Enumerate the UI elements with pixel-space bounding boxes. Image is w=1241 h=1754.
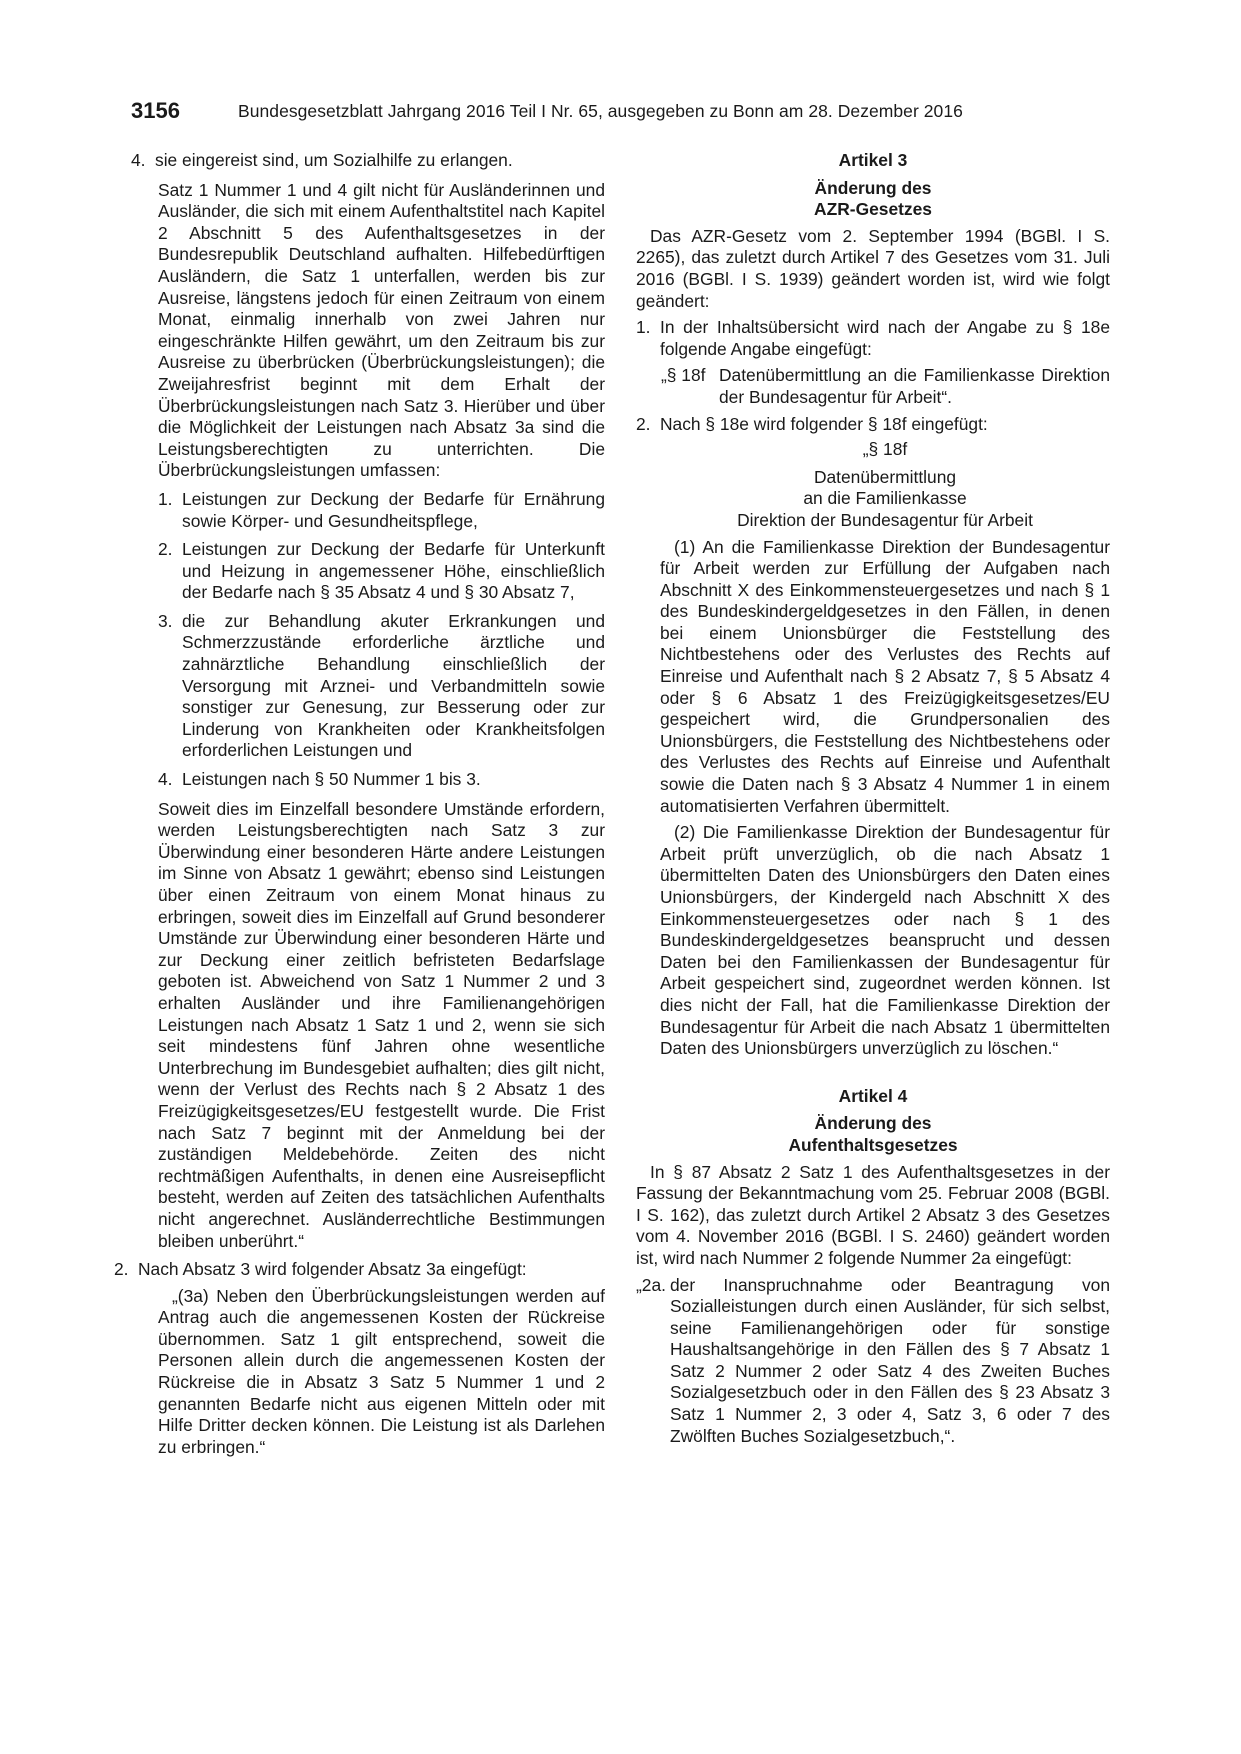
list-text: Leistungen zur Deckung der Bedarfe für Unterkunft und Heizung in angemessener Höhe, einschließlich der Bedarfe nach § 35 Absatz 4 und § 30 Absatz 7,: [182, 539, 605, 603]
list-item: [636, 414, 1110, 436]
paragraph: (1) An die Familienkasse Direktion der Bundesagentur für Arbeit werden zur Erfüllung der Aufgaben nach Abschnitt X des Einkommensteuergesetzes und nach § 1 des Bundeskindergeldgesetzes in den Fällen, in denen bei einem Unionsbürger die Feststellung des Nichtbestehens oder des Verlustes des Rechts auf Einreise und Aufenthalt nach § 2 Absatz 7, § 5 Absatz 4 oder § 6 Absatz 1 des Freizügigkeitsgesetzes/EU gespeichert wird, die Grundpersonalien des Unionsbürgers, die Feststellung des Nichtbestehens oder des Verlustes des Rechts auf Einreise und Aufenthalt sowie die Daten nach § 3 Absatz 4 Nummer 1 in einem automatisierten Verfahren übermittelt.: [660, 536, 1110, 816]
article-title: Artikel 3: [838, 150, 908, 170]
article-subtitle: Änderung des: [814, 177, 932, 198]
paragraph: (2) Die Familienkasse Direktion der Bundesagentur für Arbeit prüft unverzüglich, ob die nach Absatz 1 übermittelten Daten des Unionsbürgers den Daten eines Unionsbürgers, der Kindergeld nach Abschnitt X des Einkommensteuergesetzes oder nach § 1 des Bundeskindergeldgesetzes beansprucht und dessen Daten bei den Familienkassen der Bundesagentur für Arbeit gespeichert sind, zugeordnet werden können. Ist dies nicht der Fall, hat die Familienkasse Direktion der Bundesagentur für Arbeit die nach Absatz 1 übermittelten Daten des Unionsbürgers unverzüglich zu löschen.“: [660, 822, 1110, 1059]
list-text: die zur Behandlung akuter Erkrankungen und Schmerzzustände erforderliche ärztliche und zahnärztliche Behandlung einschließlich der Versorgung mit Arznei- und Verbandmitteln sowie sonstiger zur Genesung, zur Besserung oder zur Linderung von Krankheiten oder Krankheitsfolgen erforderlichen Leistungen und: [182, 610, 605, 761]
list-item: [636, 1275, 1110, 1448]
paragraph: Soweit dies im Einzelfall besondere Umstände erfordern, werden Leistungsberechtigten nach Satz 3 zur Überwindung einer besonderen Härte andere Leistungen im Sinne von Absatz 1 gewährt; ebenso sind Leistungen über einen Zeitraum von einem Monat hinaus zu erbringen, soweit dies im Einzelfall auf Grund besonderer Umstände zur Überwindung einer besonderen Härte und zur Deckung einer zeitlich befristeten Bedarfslage geboten ist. Abweichend von Satz 1 Nummer 2 und 3 erhalten Ausländer und ihre Familienangehörigen Leistungen nach Absatz 1 Satz 1 und 2, wenn sie sich seit mindestens fünf Jahren ohne wesentliche Unterbrechung im Bundesgebiet aufhalten; dies gilt nicht, wenn der Verlust des Rechts nach § 2 Absatz 1 des Freizügigkeitsgesetzes/EU festgestellt wurde. Die Frist nach Satz 7 beginnt mit der Anmeldung bei der zuständigen Meldebehörde. Zeiten des nicht rechtmäßigen Aufenthalts, in denen eine Ausreisepflicht besteht, werden auf Zeiten des tatsächlichen Aufenthalts nicht angerechnet. Ausländerrechtliche Bestimmungen bleiben unberührt.“: [158, 798, 605, 1251]
list-number: 2.: [636, 413, 651, 434]
list-text: Leistungen zur Deckung der Bedarfe für Ernährung sowie Körper- und Gesundheitspflege,: [182, 488, 605, 531]
section-number: „§ 18f: [862, 439, 908, 460]
running-title: Bundesgesetzblatt Jahrgang 2016 Teil I Nr. 65, ausgegeben zu Bonn am 28. Dezember 2016: [238, 101, 963, 121]
list-item: [158, 539, 605, 604]
list-item: [636, 317, 1110, 360]
article-title: Artikel 4: [838, 1085, 908, 1106]
paragraph: In § 87 Absatz 2 Satz 1 des Aufenthaltsgesetzes in der Fassung der Bekanntmachung vom 25. Februar 2008 (BGBl. I S. 162), das zuletzt durch Artikel 2 Absatz 3 des Gesetzes vom 4. November 2016 (BGBl. I S. 2460) geändert worden ist, wird nach Nummer 2 folgende Nummer 2a eingefügt:: [636, 1161, 1110, 1268]
list-text: sie eingereist sind, um Sozialhilfe zu erlangen.: [155, 150, 513, 170]
article-subtitle: Änderung des: [814, 1113, 932, 1134]
list-text: Nach § 18e wird folgender § 18f eingefügt:: [660, 413, 988, 434]
article-subtitle: AZR-Gesetzes: [814, 199, 932, 220]
right-column: [636, 150, 1110, 1447]
section-title: Direktion der Bundesagentur für Arbeit: [737, 509, 1033, 530]
list-item: [158, 769, 605, 791]
list-number: 3.: [158, 610, 173, 631]
quoted-entry-number: „§ 18f: [661, 365, 706, 386]
list-text: In der Inhaltsübersicht wird nach der Angabe zu § 18e folgende Angabe eingefügt:: [660, 317, 1110, 359]
section-title: Datenübermittlung: [813, 466, 957, 487]
list-text: Leistungen nach § 50 Nummer 1 bis 3.: [182, 769, 481, 790]
list-number: „2a.: [636, 1274, 666, 1295]
quoted-entry: [661, 365, 1110, 408]
page-header: [131, 98, 1111, 128]
list-item: [158, 489, 605, 532]
list-item: [131, 150, 605, 172]
list-item: [114, 1259, 605, 1281]
page-number: 3156: [131, 98, 180, 123]
article-subtitle: Aufenthaltsgesetzes: [788, 1134, 958, 1155]
paragraph: Das AZR-Gesetz vom 2. September 1994 (BGBl. I S. 2265), das zuletzt durch Artikel 7 des Gesetzes vom 31. Juli 2016 (BGBl. I S. 1939) geändert worden ist, wird wie folgt geändert:: [636, 225, 1110, 311]
section-18f: [636, 439, 1110, 1060]
quoted-entry-text: Datenübermittlung an die Familienkasse Direktion der Bundesagentur für Arbeit“.: [719, 365, 1110, 407]
list-number: 4.: [158, 769, 173, 790]
list-number: 1.: [636, 317, 651, 338]
list-number: 2.: [114, 1259, 129, 1280]
list-number: 4.: [131, 150, 146, 170]
list-number: 2.: [158, 539, 173, 560]
list-text: der Inanspruchnahme oder Beantragung von Sozialleistungen durch einen Ausländer, für sich selbst, seine Familienangehörigen oder für sonstige Haushaltsangehörige in den Fällen des § 7 Absatz 1 Satz 2 Nummer 2 oder Satz 4 des Zweiten Buches Sozialgesetzbuch oder in den Fällen des § 23 Absatz 3 Satz 1 Nummer 2, 3 oder 4, Satz 3, 6 oder 7 des Zwölften Buches Sozialgesetzbuch,“.: [670, 1274, 1110, 1446]
list-text: Nach Absatz 3 wird folgender Absatz 3a eingefügt:: [138, 1259, 527, 1280]
list-item: [158, 611, 605, 762]
paragraph: Satz 1 Nummer 1 und 4 gilt nicht für Ausländerinnen und Ausländer, die sich mit einem Aufenthaltstitel nach Kapitel 2 Abschnitt 5 des Aufenthaltsgesetzes in der Bundesrepublik Deutschland aufhalten. Hilfebedürftigen Ausländern, die Satz 1 unterfallen, werden bis zur Ausreise, längstens jedoch für einen Zeitraum von einem Monat, einmalig innerhalb von zwei Jahren nur eingeschränkte Hilfen gewährt, um den Zeitraum bis zur Ausreise zu überbrücken (Überbrückungsleistungen); die Zweijahresfrist beginnt mit dem Erhalt der Überbrückungsleistungen nach Satz 3. Hierüber und über die Möglichkeit der Leistungen nach Absatz 3a sind die Leistungsberechtigten zu unterrichten. Die Überbrückungsleistungen umfassen:: [158, 179, 605, 481]
section-title: an die Familienkasse: [803, 488, 967, 509]
benefits-list: [131, 489, 605, 791]
left-column: [114, 150, 605, 1458]
quoted-paragraph: „(3a) Neben den Überbrückungsleistungen werden auf Antrag auch die angemessenen Kosten der Rückreise übernommen. Satz 1 gilt entsprechend, soweit die Personen allein durch die angemessenen Kosten der Rückreise die in Absatz 3 Satz 5 Nummer 1 und 2 genannten Bedarfe nicht aus eigenen Mitteln oder mit Hilfe Dritter decken können. Die Leistung ist als Darlehen zu erbringen.“: [158, 1285, 605, 1457]
list-number: 1.: [158, 488, 173, 509]
